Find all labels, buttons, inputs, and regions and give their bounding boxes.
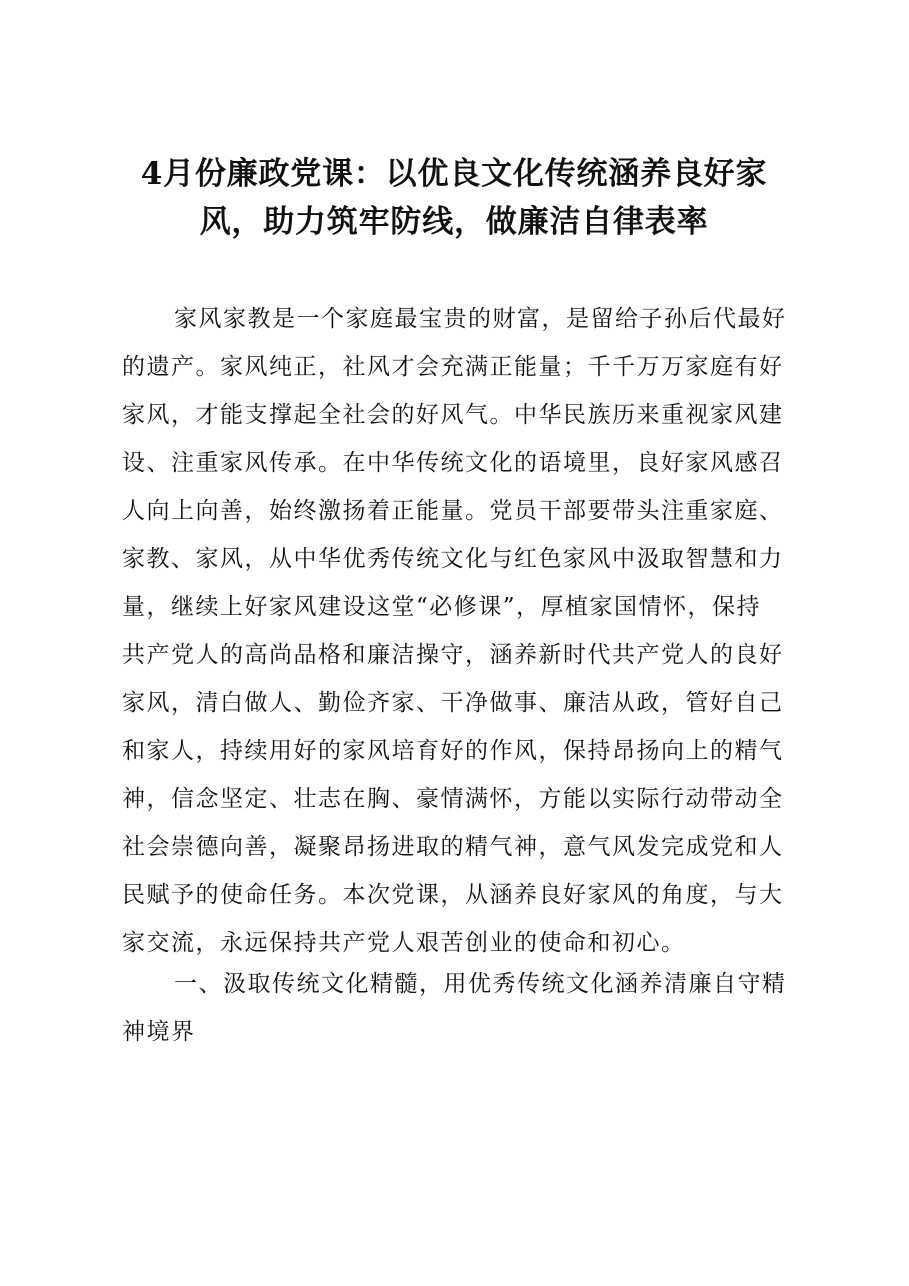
paragraph-line: 家风家教是一个家庭最宝贵的财富，是留给子孙后代最好 (174, 306, 787, 332)
paragraph-line: 家交流，永远保持共产党人艰苦创业的使命和初心。 (122, 930, 686, 956)
paragraph-line: 量，继续上好家风建设这堂“必修课”，厚植家国情怀，保持 (122, 594, 762, 620)
paragraph-line: 和家人，持续用好的家风培育好的作风，保持昂扬向上的精气 (122, 738, 784, 764)
paragraph-line: 人向上向善，始终激扬着正能量。党员干部要带头注重家庭、 (122, 498, 784, 524)
paragraph-line: 共产党人的高尚品格和廉洁操守，涵养新时代共产党人的良好 (122, 642, 784, 668)
paragraph-line: 家风，才能支撑起全社会的好风气。中华民族历来重视家风建 (122, 402, 784, 428)
title-line: 风，助力筑牢防线，做廉洁自律表率 (199, 204, 709, 240)
paragraph-line: 家风，清白做人、勤俭齐家、干净做事、廉洁从政，管好自己 (122, 690, 784, 716)
paragraph-line: 设、注重家风传承。在中华传统文化的语境里，良好家风感召 (122, 450, 784, 476)
document-title (118, 150, 790, 246)
paragraph-line: 的遗产。家风纯正，社风才会充满正能量；千千万万家庭有好 (122, 354, 784, 380)
paragraph-line: 神，信念坚定、壮志在胸、豪情满怀，方能以实际行动带动全 (122, 786, 784, 812)
intro-paragraph (122, 295, 787, 967)
paragraph-line: 家教、家风，从中华优秀传统文化与红色家风中汲取智慧和力 (122, 546, 784, 572)
title-line: 4月份廉政党课：以优良文化传统涵养良好家 (140, 156, 768, 192)
heading-line: 神境界 (122, 1019, 196, 1045)
section-heading (122, 960, 787, 1056)
paragraph-line: 民赋予的使命任务。本次党课，从涵养良好家风的角度，与大 (122, 882, 784, 908)
heading-line: 一、汲取传统文化精髓，用优秀传统文化涵养清廉自守精 (174, 971, 787, 997)
paragraph-line: 社会崇德向善，凝聚昂扬进取的精气神，意气风发完成党和人 (122, 834, 784, 860)
